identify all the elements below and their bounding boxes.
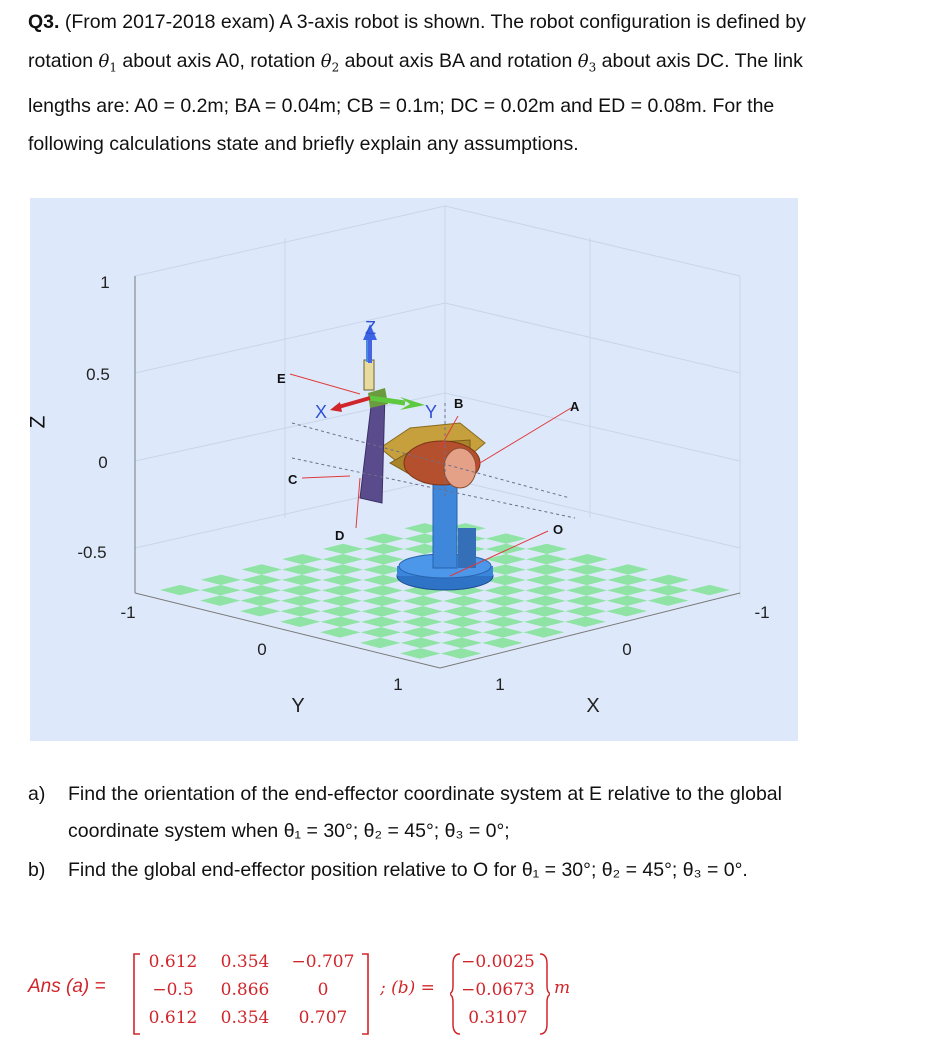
frame-z-letter: Z (365, 318, 376, 338)
floor-tile (200, 595, 240, 605)
label-O: O (553, 522, 564, 537)
floor-tile (526, 575, 567, 585)
floor-tile (441, 648, 482, 659)
floor-tile (362, 596, 403, 606)
floor-tile (321, 617, 362, 627)
floor-tile (360, 638, 401, 649)
part-b-text: Find the global end-effector position relative to O for θ₁ = 30°; θ₂ = 45°; θ₃ = 0°. (68, 859, 748, 881)
floor-tile (321, 596, 362, 606)
floor-tile (483, 617, 524, 627)
robot-plot-svg (30, 198, 798, 741)
floor-tile (282, 564, 323, 574)
floor-tile (322, 585, 363, 595)
z-axis-label: Z (26, 415, 50, 429)
floor-tile (402, 617, 443, 627)
matrix-cell: −0.5 (152, 980, 194, 1000)
floor-tile (525, 585, 566, 595)
floor-tile (565, 606, 606, 616)
theta-3: $\theta_3$ (577, 50, 597, 75)
floor-tile (363, 544, 404, 554)
floor-tile (567, 564, 608, 574)
question-line-2 (28, 42, 912, 87)
matrix-cell: 0.612 (148, 1008, 198, 1028)
y-tick-0: 0 (257, 640, 267, 659)
floor-tile (566, 596, 607, 606)
floor-tile (567, 554, 608, 564)
floor-tile (361, 617, 402, 627)
floor-tile (607, 585, 648, 595)
floor-tile (648, 575, 689, 585)
floor-tile (607, 575, 648, 585)
floor-tile (281, 596, 322, 606)
floor-tile (241, 575, 281, 585)
floor-tile (200, 585, 240, 595)
floor-tile (322, 575, 363, 585)
vector-cell: 0.3107 (468, 1008, 528, 1028)
floor-tile (241, 564, 281, 574)
floor-tile (401, 638, 442, 649)
end-effector-frame (330, 324, 425, 412)
matrix-cell: 0.707 (298, 1008, 348, 1028)
floor-tile (443, 596, 484, 606)
floor-tile (280, 617, 321, 627)
floor-tile (607, 596, 648, 606)
floor-tile (526, 544, 567, 554)
floor-tile (486, 533, 527, 543)
floor-tile (321, 606, 362, 616)
question-paragraph (28, 3, 912, 164)
z-tick-0.5: 0.5 (86, 365, 110, 384)
floor-tile (363, 554, 404, 564)
x-axis-label: X (586, 695, 600, 717)
floor-tile (566, 585, 607, 595)
floor-tile (442, 617, 483, 627)
part-a-text (68, 776, 918, 850)
vector-cell: −0.0025 (461, 952, 535, 972)
label-D: D (335, 528, 345, 543)
y-axis-label: Y (291, 695, 305, 717)
floor-tile (442, 627, 483, 638)
floor-tile (441, 638, 482, 649)
matrix-cell: 0.866 (220, 980, 270, 1000)
question-number: Q3. (28, 11, 60, 33)
matrix-cell: −0.707 (291, 952, 355, 972)
answer-label: Ans (a) = (28, 976, 106, 997)
floor-tile (523, 627, 564, 638)
floor-tile (606, 606, 647, 616)
part-b-letter: b) (28, 859, 46, 881)
floor-tile (484, 596, 525, 606)
floor-tile (608, 564, 649, 574)
label-A: A (570, 399, 580, 414)
floor-tile (323, 544, 364, 554)
floor-tile (689, 585, 730, 595)
answer-unit: m (554, 978, 571, 998)
floor-tile (402, 606, 443, 616)
floor-tile (483, 627, 524, 638)
floor-tile (485, 554, 526, 564)
floor-tile (565, 617, 606, 627)
text-fragment: about axis A0, rotation (116, 49, 321, 72)
z-tick-1: 1 (100, 273, 110, 292)
floor-tile (524, 606, 565, 616)
label-B: B (454, 396, 464, 411)
part-a (28, 776, 918, 852)
floor-tile (240, 606, 280, 616)
theta-1: $\theta_1$ (98, 50, 117, 75)
y-tick--1: -1 (120, 603, 136, 622)
question-line-1 (28, 3, 912, 42)
z-tick-0: 0 (98, 453, 108, 472)
floor-tile (524, 617, 565, 627)
floor-tile (281, 585, 322, 595)
floor-tile (486, 544, 527, 554)
z-tick--0.5: -0.5 (77, 543, 107, 562)
answer-matrix (131, 950, 371, 1038)
floor-tile (322, 564, 363, 574)
floor-tile (160, 585, 200, 595)
frame-y-letter: Y (425, 402, 438, 422)
floor-tile (362, 585, 403, 595)
floor-tile (484, 585, 525, 595)
floor-tile (525, 596, 566, 606)
label-E: E (277, 371, 286, 386)
frame-x-letter: X (315, 402, 328, 422)
x-tick--1: -1 (754, 603, 770, 622)
floor-tile (282, 575, 323, 585)
matrix-cell: 0.354 (220, 1008, 270, 1028)
question-line-4: following calculations state and briefly explain any assumptions. (28, 133, 579, 156)
part-a-letter: a) (28, 783, 46, 805)
text-fragment: about axis BA and rotation (339, 49, 578, 72)
floor-tile (401, 627, 442, 638)
floor-tile (361, 627, 402, 638)
x-tick-1: 1 (495, 675, 505, 694)
floor-tile (443, 606, 484, 616)
floor-tile (240, 596, 280, 606)
floor-tile (364, 533, 405, 543)
floor-tile (648, 595, 689, 605)
answer-b-label: ; (b) = (380, 978, 435, 998)
text-fragment: rotation (28, 49, 99, 72)
floor-tile (526, 564, 567, 574)
floor-tile (282, 554, 323, 564)
floor-tile (403, 596, 444, 606)
matrix-cell: 0.612 (148, 952, 198, 972)
part-a-line-1: Find the orientation of the end-effector coordinate system at E relative to the global (68, 783, 782, 805)
floor-tile (526, 554, 567, 564)
floor-tile (320, 627, 361, 638)
floor-tile (280, 606, 321, 616)
theta-2: $\theta_2$ (320, 50, 340, 75)
answer-block (28, 950, 728, 1050)
robot-figure (30, 198, 798, 741)
question-intro: (From 2017-2018 exam) A 3-axis robot is shown. The robot configuration is defined by (64, 11, 806, 33)
label-C: C (288, 472, 298, 487)
answer-vector (450, 950, 550, 1038)
floor-tile (201, 575, 241, 585)
question-line-3: lengths are: A0 = 0.2m; BA = 0.04m; CB = 0.1m; DC = 0.02m and ED = 0.08m. For the (28, 94, 775, 117)
floor-tile (323, 554, 364, 564)
y-tick-1: 1 (393, 675, 403, 694)
x-tick-0: 0 (622, 640, 632, 659)
matrix-cell: 0 (317, 980, 329, 1000)
floor-tile (241, 585, 281, 595)
floor-tile (566, 575, 607, 585)
floor-tile (482, 638, 523, 649)
text-fragment: about axis DC. The link (596, 49, 803, 72)
floor-tile (400, 648, 441, 659)
vector-cell: −0.0673 (461, 980, 535, 1000)
part-a-line-2: coordinate system when θ₁ = 30°; θ₂ = 45°; θ₃ = 0°; (68, 820, 510, 842)
floor-tile (484, 606, 525, 616)
floor-tile (648, 585, 689, 595)
matrix-cell: 0.354 (220, 952, 270, 972)
floor-tile (362, 606, 403, 616)
